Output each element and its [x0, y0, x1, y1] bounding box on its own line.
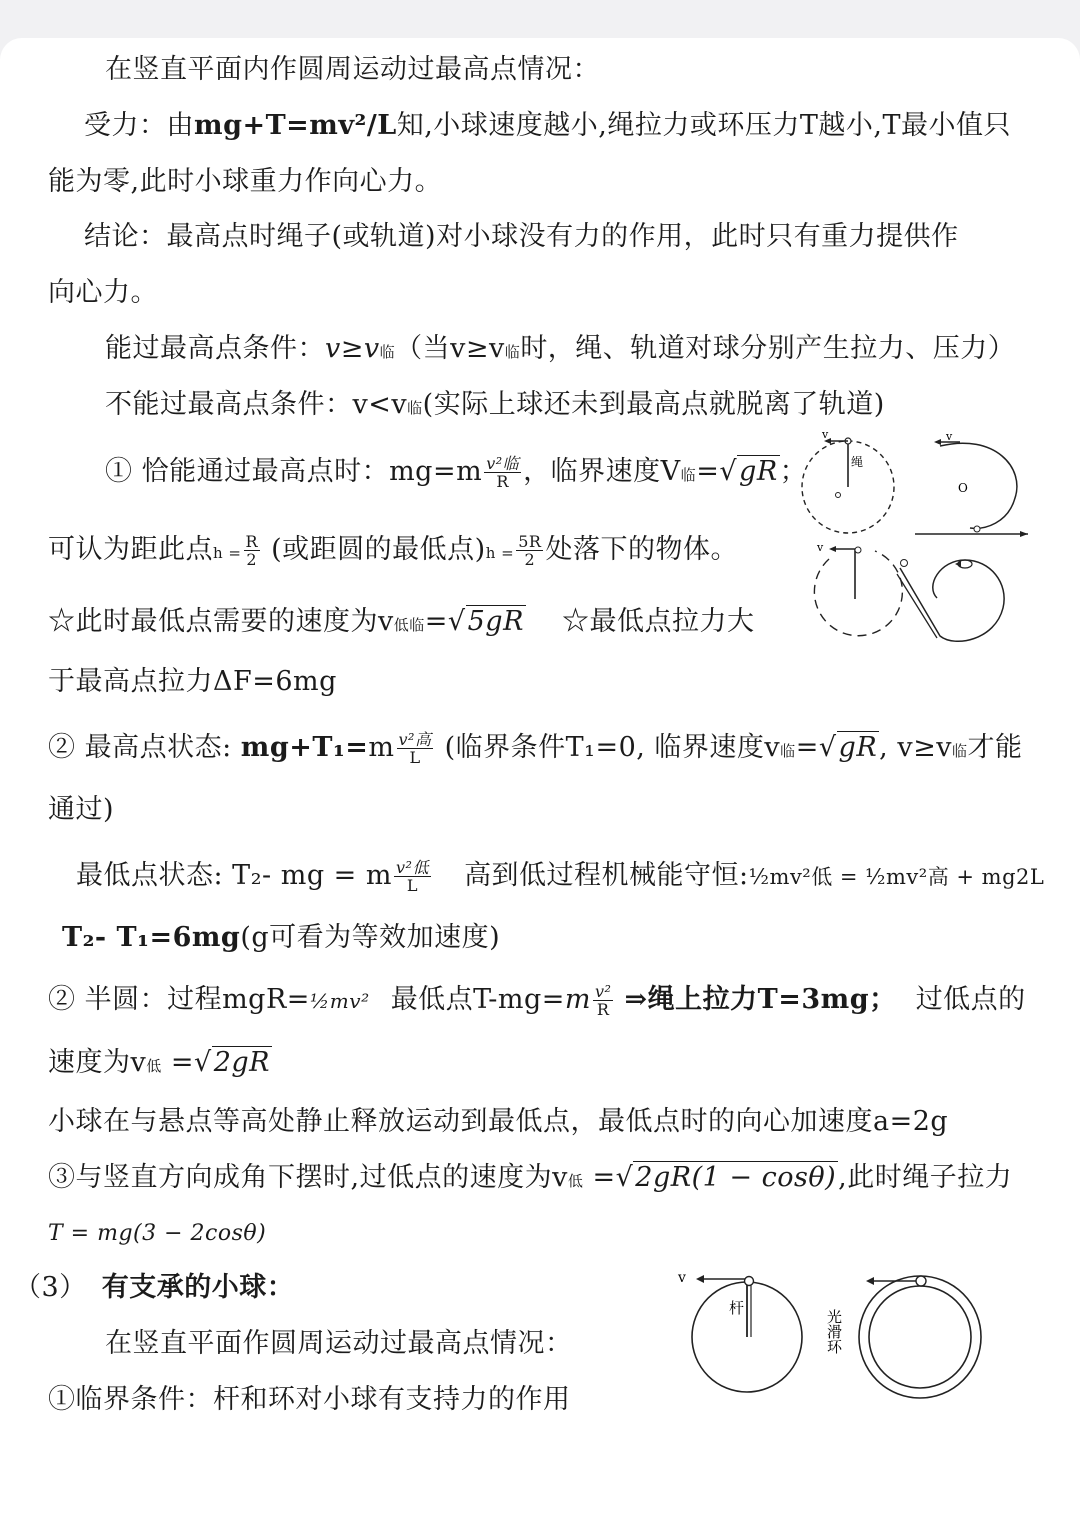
line-tension-formula: T = mg(3 − 2cosθ): [48, 1221, 267, 1246]
track-loop-diagram: [910, 428, 1030, 543]
numerator: v²临: [486, 454, 520, 473]
text: ，临界速度V: [523, 456, 681, 487]
line-top-state: [48, 730, 1022, 769]
track-arc: [940, 443, 1017, 528]
numerator: R: [245, 532, 259, 551]
text: (实际上球还未到最高点就脱离了轨道): [422, 389, 885, 420]
line-delta-f: 于最高点拉力ΔF=6mg: [48, 666, 337, 697]
sqrt: √gR: [719, 456, 778, 487]
sqrt: √2gR: [194, 1047, 271, 1078]
text: 过低点的: [915, 984, 1026, 1015]
center-point: [836, 493, 841, 498]
fraction: [394, 859, 431, 894]
fraction: [516, 533, 543, 568]
formula: v≥v: [325, 333, 380, 364]
text: 时，绳、轨道对球分别产生拉力、压力）: [520, 333, 1016, 364]
v-label: v: [817, 541, 824, 554]
line-fail-condition: [105, 387, 885, 426]
text: =: [696, 456, 720, 487]
text: ① 恰能通过最高点时：mg=m: [105, 456, 483, 487]
line-semicircle-speed: [48, 1045, 272, 1084]
track: [900, 560, 1004, 641]
rope-circle-diagram: [800, 425, 910, 535]
text: ② 半圆：过程mgR=: [48, 984, 310, 1015]
numerator: 5R: [518, 532, 542, 551]
subscript: 低: [567, 1172, 584, 1190]
outer-ring: [859, 1276, 981, 1398]
line-supported-top: 在竖直平面作圆周运动过最高点情况：: [105, 1328, 573, 1359]
subscript: 临: [504, 343, 521, 361]
numerator: v²: [594, 982, 612, 1001]
inner-ring: [869, 1286, 971, 1388]
text: 高到低过程机械能守恒:: [464, 860, 749, 891]
subscript: 临: [407, 399, 423, 417]
formula: mg+T₁=: [240, 732, 369, 763]
text: h =: [213, 544, 242, 562]
sqrt: √2gR(1 − cosθ): [615, 1162, 837, 1193]
fraction: [397, 731, 434, 766]
section-number: （3）: [14, 1272, 87, 1303]
formula: T₂- T₁=6mg: [62, 922, 241, 953]
line-pass-condition: [105, 331, 1015, 370]
text: 知,小球速度越小,绳拉力或环压力T越小,T最小值只: [396, 110, 1011, 141]
text: 能过最高点条件：: [105, 333, 325, 364]
text: （当v≥v: [395, 333, 505, 364]
text: =: [795, 732, 819, 763]
text: =: [170, 1047, 194, 1078]
line-angle-swing: [48, 1160, 1012, 1199]
subscript: 低临: [393, 616, 425, 634]
line-case1: [105, 454, 807, 493]
line-bottom-state: [76, 858, 1044, 895]
section-title: 有支承的小球：: [101, 1272, 295, 1303]
line-force: [84, 108, 1011, 144]
line-semicircle: [48, 982, 1026, 1019]
text: (临界条件T₁=0, 临界速度v: [444, 732, 781, 763]
formula: mg+T=mv²/L: [194, 110, 397, 141]
arrow-head: [829, 546, 836, 552]
ground-arrow-head: [1020, 531, 1028, 537]
sqrt: √5gR: [447, 606, 524, 637]
smooth-ring-diagram: [818, 1265, 993, 1400]
line-conclusion: 结论：最高点时绳子(或轨道)对小球没有力的作用，此时只有重力提供作: [84, 221, 959, 252]
subscript: 临: [680, 466, 697, 484]
line-force-cont: 能为零,此时小球重力作向心力。: [48, 166, 443, 197]
denominator: L: [409, 748, 421, 767]
formula: ½mv²低 = ½mv²高 + mg2L: [748, 865, 1045, 889]
text: ；: [779, 456, 808, 487]
arrow-head: [696, 1275, 704, 1283]
text: 速度为v: [48, 1047, 147, 1078]
subscript: 低: [146, 1057, 162, 1075]
text: ② 最高点状态:: [48, 732, 232, 763]
denominator: 2: [246, 550, 258, 569]
text: ③与竖直方向成角下摆时,过低点的速度为v: [48, 1162, 568, 1193]
v-label: v: [822, 428, 829, 441]
subscript: 临: [780, 742, 796, 760]
text: 才能: [967, 732, 1023, 763]
text: ,此时绳子拉力: [838, 1162, 1013, 1193]
dashed-path: [814, 551, 902, 636]
spiral-track-diagram: [895, 548, 1015, 648]
line-bottom-tension: ☆最低点拉力大: [562, 606, 755, 637]
ball: [916, 1276, 926, 1286]
radicand: gR: [739, 456, 778, 487]
inner-track: [897, 574, 937, 638]
formula: ½mv²: [309, 989, 370, 1013]
ring-label: 光滑环: [825, 1309, 843, 1354]
text: m: [564, 984, 591, 1015]
arrow-head: [934, 439, 941, 445]
text: 不能过最高点条件：v<v: [105, 389, 408, 420]
denominator: 2: [524, 550, 536, 569]
text: =: [424, 606, 448, 637]
text: ☆此时最低点需要的速度为v: [48, 606, 394, 637]
text: m: [368, 732, 395, 763]
v-label: v: [678, 1270, 686, 1286]
text: 可认为距此点: [48, 534, 213, 565]
text: h =: [485, 544, 515, 562]
line-critical-condition: ①临界条件：杆和环对小球有支持力的作用: [48, 1384, 571, 1415]
denominator: L: [406, 876, 419, 895]
ball: [745, 1277, 754, 1286]
text: , v≥v: [879, 732, 952, 763]
subscript: 临: [379, 343, 396, 361]
text: (g可看为等效加速度): [240, 922, 501, 953]
numerator: v²高: [398, 730, 432, 749]
numerator: v²低: [396, 858, 429, 877]
rope-label: 绳: [851, 455, 864, 469]
line-conclusion-cont: 向心力。: [48, 277, 158, 308]
v-label: v: [946, 430, 953, 443]
radicand: gR: [838, 732, 878, 763]
line-case1-height: [48, 532, 738, 571]
ball: [901, 560, 908, 567]
arrow-head: [866, 1277, 874, 1285]
sqrt: √gR: [818, 732, 878, 763]
text: (或距圆的最低点): [271, 534, 486, 565]
line-release: 小球在与悬点等高处静止释放运动到最低点，最低点时的向心加速度a=2g: [48, 1106, 949, 1137]
rod-circle-diagram: [672, 1265, 817, 1400]
line-top-state-cont: 通过): [48, 794, 115, 825]
text: 受力：由: [84, 110, 194, 141]
subscript: 临: [951, 742, 968, 760]
line-tension-diff: [62, 920, 500, 956]
denominator: R: [596, 1000, 610, 1019]
radicand: 5gR: [467, 606, 524, 637]
radicand: 2gR(1 − cosθ): [635, 1162, 837, 1193]
text: 处落下的物体。: [545, 534, 738, 565]
fraction: [593, 983, 613, 1018]
text: 最低点状态: T₂- mg = m: [76, 860, 392, 891]
denominator: R: [496, 472, 509, 491]
fraction: [244, 533, 261, 568]
line-section-3: [14, 1270, 294, 1306]
ball: [855, 547, 861, 553]
radicand: 2gR: [213, 1047, 271, 1078]
center-label: O: [958, 481, 968, 495]
text: 最低点T-mg=: [390, 984, 565, 1015]
text: =: [592, 1162, 616, 1193]
fraction: [484, 455, 521, 490]
line-bottom-speed: [48, 604, 526, 643]
line-title: 在竖直平面内作圆周运动过最高点情况：: [105, 54, 600, 85]
formula: ⇒绳上拉力T=3mg；: [624, 984, 897, 1015]
rod-label: 杆: [729, 1299, 745, 1317]
ball: [974, 526, 980, 532]
